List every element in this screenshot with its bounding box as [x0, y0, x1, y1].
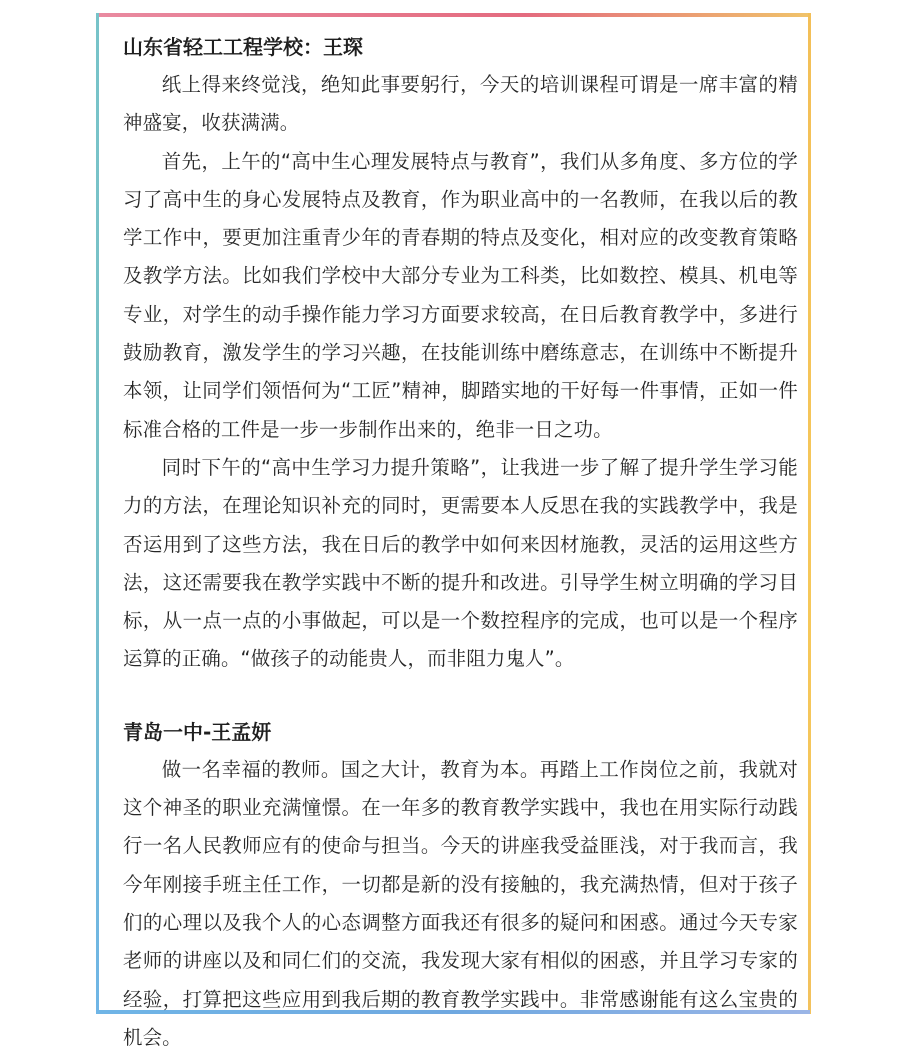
- section-wangchen: [123, 28, 798, 679]
- paragraph: 首先，上午的“高中生心理发展特点与教育”，我们从多角度、多方位的学习了高中生的身心发展特点及教育，作为职业高中的一名教师，在我以后的教学工作中，要更加注重青少年的青春期的特点及变化，相对应的改变教育策略及教学方法。比如我们学校中大部分专业为工科类，比如数控、模具、机电等专业，对学生的动手操作能力学习方面要求较高，在日后教育教学中，多进行鼓励教育，激发学生的学习兴趣，在技能训练中磨练意志，在训练中不断提升本领，让同学们领悟何为“工匠”精神，脚踏实地的干好每一件事情，正如一件标准合格的工件是一步一步制作出来的，绝非一日之功。: [123, 149, 798, 441]
- paragraph: 纸上得来终觉浅，绝知此事要躬行，今天的培训课程可谓是一席丰富的精神盛宴，收获满满。: [123, 73, 798, 135]
- frame-left-border: [96, 13, 99, 1014]
- frame-top-border: [97, 13, 810, 17]
- document-body: [123, 28, 798, 1057]
- paragraph: 同时下午的“高中生学习力提升策略”，让我进一步了解了提升学生学习能力的方法，在理论知识补充的同时，更需要本人反思在我的实践教学中，我是否运用到了这些方法，我在日后的教学中如何来因材施教，灵活的运用这些方法，这还需要我在教学实践中不断的提升和改进。引导学生树立明确的学习目标，从一点一点的小事做起，可以是一个数控程序的完成，也可以是一个程序运算的正确。“做孩子的动能贵人，而非阻力鬼人”。: [123, 455, 798, 671]
- section-spacer: [123, 679, 798, 713]
- section-title: 青岛一中-王孟妍: [123, 719, 272, 744]
- section-title: 山东省轻工工程学校：王琛: [123, 35, 363, 59]
- paragraph: 做一名幸福的教师。国之大计，教育为本。再踏上工作岗位之前，我就对这个神圣的职业充满憧憬。在一年多的教育教学实践中，我也在用实际行动践行一名人民教师应有的使命与担当。今天的讲座我受益匪浅，对于我而言，我今年刚接手班主任工作，一切都是新的没有接触的，我充满热情，但对于孩子们的心理以及我个人的心态调整方面我还有很多的疑问和困惑。通过今天专家老师的讲座以及和同仁们的交流，我发现大家有相似的困惑，并且学习专家的经验，打算把这些应用到我后期的教育教学实践中。非常感谢能有这么宝贵的机会。: [123, 757, 798, 1049]
- section-wangmengyan: [123, 713, 798, 1057]
- frame-right-border: [808, 13, 811, 1014]
